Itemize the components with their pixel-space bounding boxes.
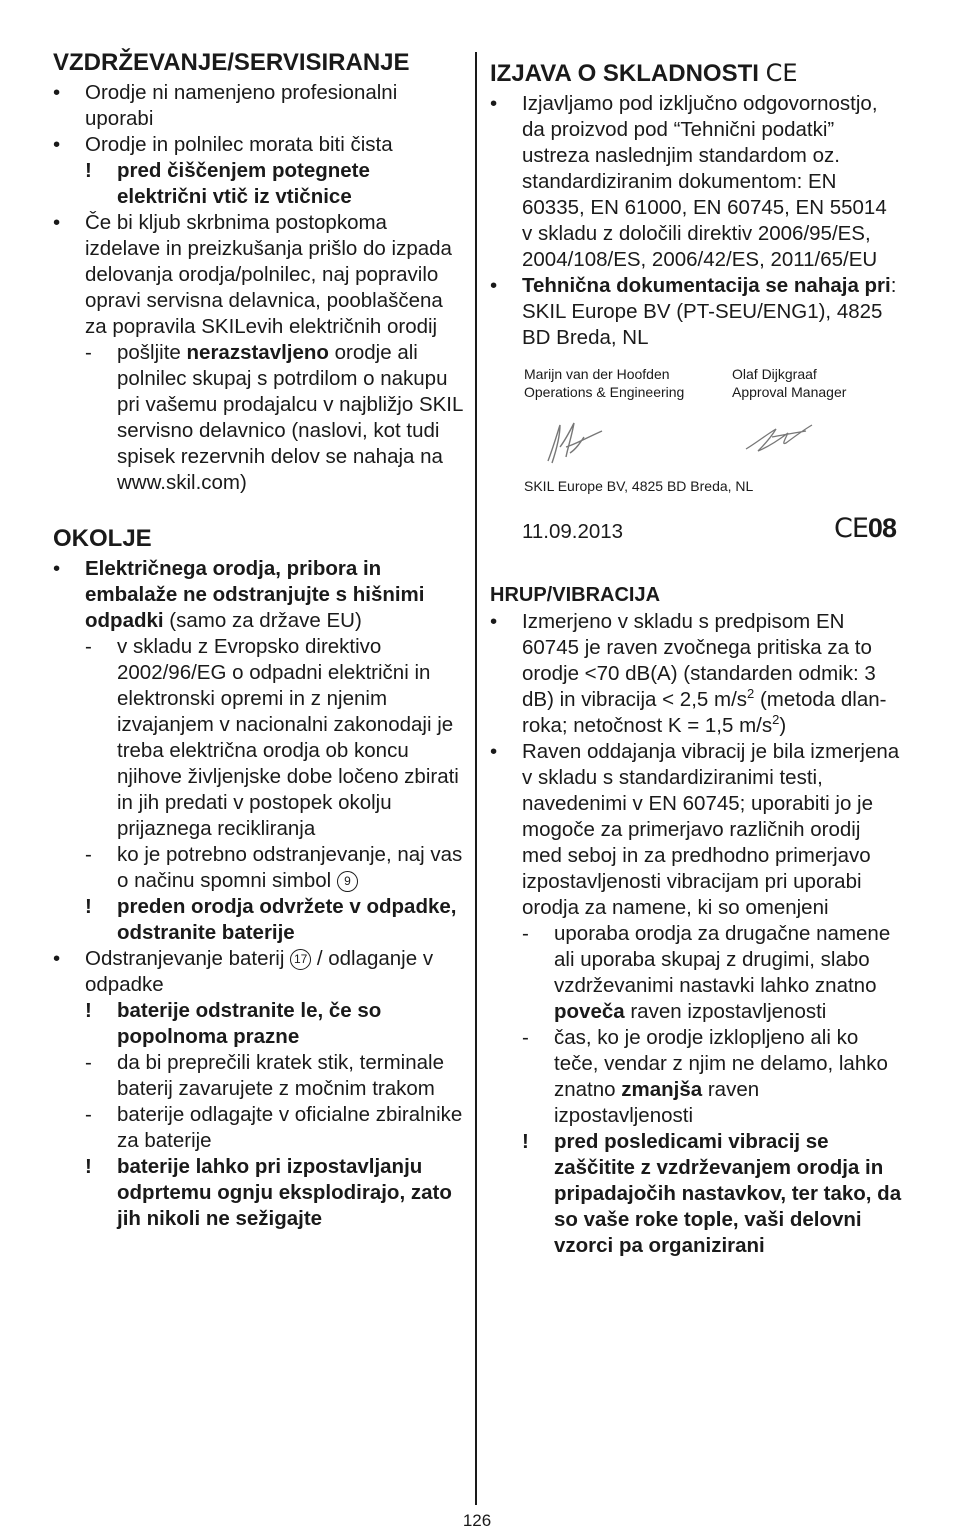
list-item: • Orodje in polnilec morata biti čista (53, 133, 393, 156)
warning-item: ! preden orodja odvržete v odpadke, odstranite baterije (85, 895, 457, 944)
list-item: • Raven oddajanja vibracij je bila izmerjena v skladu s standardiziranimi testi, navedenimi v EN 60745; uporabiti jo je mogoče za primerjavo različnih orodij med seboj in za predhodno primerjavo izpostavljenosti vibracijam pri uporabi orodja za namene, ki so omenjeni (490, 740, 900, 919)
right-column (490, 48, 902, 1259)
declaration-date: 11.09.2013 (522, 520, 624, 543)
noise-vibration-title: HRUP/VIBRACIJA (490, 584, 661, 606)
signature-block (490, 365, 902, 515)
warning-item: ! pred čiščenjem potegnete električni vtič iz vtičnice (85, 159, 370, 208)
column-divider (475, 52, 477, 1505)
sub-item: - baterije odlagajte v oficialne zbiralnike za baterije (85, 1103, 463, 1152)
date-row (490, 515, 902, 551)
sub-item: - uporaba orodja za drugačne namene ali uporaba skupaj z drugimi, slabo vzdrževanimi nastavki lahko znatno poveča raven izpostavljenosti (522, 922, 891, 1023)
list-item: • Orodje ni namenjeno profesionalni uporabi (53, 81, 398, 130)
maintenance-section (53, 48, 463, 496)
left-column (53, 48, 463, 1232)
list-item: • Električnega orodja, pribora in embalaže ne odstranjujte s hišnimi odpadki (samo za države EU) (53, 557, 425, 632)
sub-item: - da bi preprečili kratek stik, terminale baterij zavarujete z močnim trakom (85, 1051, 444, 1100)
sub-item: - ko je potrebno odstranjevanje, naj vas o načinu spomni simbol 9 (85, 843, 463, 892)
ce-mark-icon: CE (765, 59, 798, 87)
warning-item: ! baterije lahko pri izpostavljanju odprtemu ognju eksplodirajo, zato jih nikoli ne sežigajte (85, 1155, 452, 1230)
environment-title: OKOLJE (53, 525, 152, 552)
ce-year-mark: CE08 (834, 513, 896, 544)
list-item: • Tehnična dokumentacija se nahaja pri: SKIL Europe BV (PT-SEU/ENG1), 4825 BD Breda, NL (490, 274, 897, 349)
list-item: • Odstranjevanje baterij 17 / odlaganje v odpadke (53, 947, 434, 996)
list-item: • Če bi kljub skrbnima postopkoma izdelave in preizkušanja prišlo do izpada delovanja orodja/polnilec, naj popravilo opravi servisna delavnica, pooblaščena za popravila SKILevih električnih orodij (53, 211, 452, 338)
page-number: 126 (462, 1511, 492, 1530)
environment-section (53, 524, 463, 1232)
declaration-title: IZJAVA O SKLADNOSTI CE (490, 59, 798, 87)
signatory-2: Olaf Dijkgraaf Approval Manager (732, 366, 847, 400)
noise-vibration-section (490, 583, 902, 1259)
signature-1-icon (540, 417, 610, 469)
reference-number-9: 9 (337, 871, 358, 892)
reference-number-17: 17 (290, 949, 311, 970)
signatory-1: Marijn van der Hoofden Operations & Engineering (524, 366, 685, 400)
list-item: • Izmerjeno v skladu s predpisom EN 60745 je raven zvočnega pritiska za to orodje <70 dB(A) (standarden odmik: 3 dB) in vibracija < 2,5 $m/s^2$ (metoda dlan-roka; netočnost K = 1,5 $m/s^2$) (490, 610, 887, 737)
declaration-section (490, 58, 902, 551)
maintenance-title: VZDRŽEVANJE/SERVISIRANJE (53, 49, 410, 76)
list-item: • Izjavljamo pod izključno odgovornostjo, da proizvod pod “Tehnični podatki” ustreza naslednjim standardom oz. standardiziranim dokumentom: EN 60335, EN 61000, EN 60745, EN 55014 v skladu z določili direktiv 2006/95/ES, 2004/108/ES, 2006/42/ES, 2011/65/EU (490, 92, 887, 271)
warning-item: ! pred posledicami vibracij se zaščitite z vzdrževanjem orodja in pripadajočih nastavkov, ter tako, da so vaše roke tople, vaši delovni vzorci pa organizirani (522, 1130, 902, 1257)
sub-item: - v skladu z Evropsko direktivo 2002/96/EG o odpadni električni in elektronski opremi in z njenim izvajanjem v nacionalni zakonodaji je treba električna orodja ob koncu njihove življenjske dobe ločeno zbirati in jih predati v postopek okolju prijaznega recikliranja (85, 635, 459, 840)
ce-mark-icon: CE (834, 513, 868, 544)
sub-item: - čas, ko je orodje izklopljeno ali ko teče, vendar z njim ne delamo, lahko znatno zmanjša raven izpostavljenosti (522, 1026, 888, 1127)
signature-company: SKIL Europe BV, 4825 BD Breda, NL (524, 478, 754, 494)
sub-item: - pošljite nerazstavljeno orodje ali polnilec skupaj s potrdilom o nakupu pri vašemu prodajalcu v najbližjo SKIL servisno delavnico (naslovi, kot tudi spisek rezervnih delov se nahaja na www.skil.com) (85, 341, 463, 494)
signature-2-icon (742, 417, 817, 457)
warning-item: ! baterije odstranite le, če so popolnoma prazne (85, 999, 382, 1048)
